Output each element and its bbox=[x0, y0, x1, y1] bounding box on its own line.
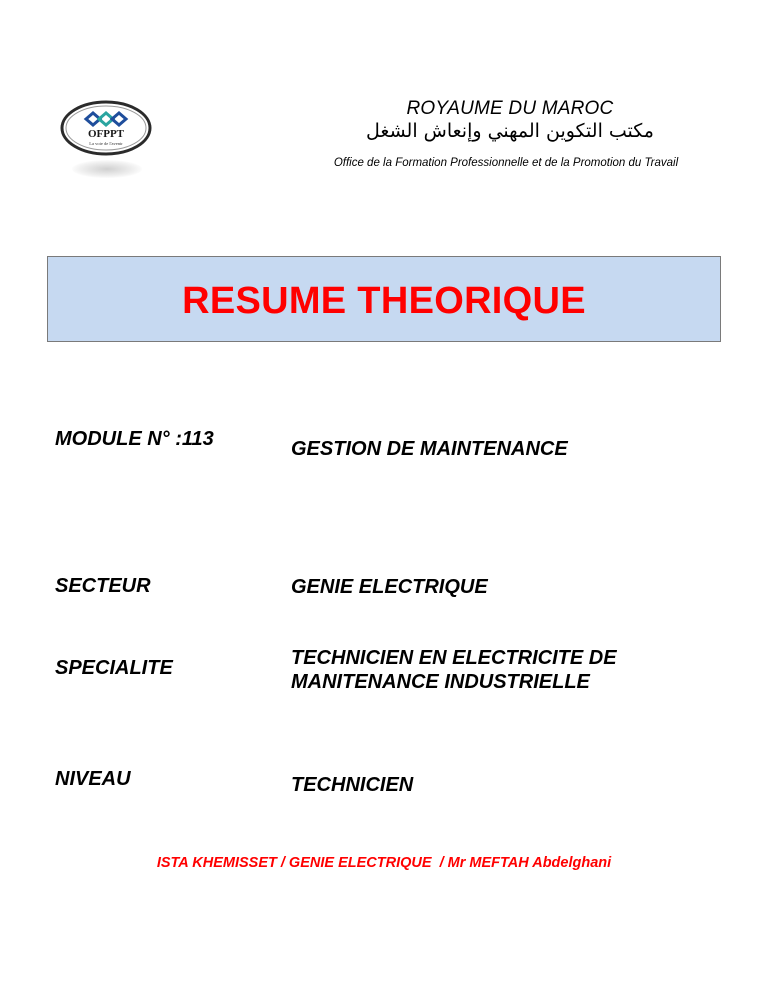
niveau-value: TECHNICIEN bbox=[291, 774, 414, 796]
arabic-office-name: مكتب التكوين المهني وإنعاش الشغل bbox=[366, 120, 654, 142]
ofppt-logo bbox=[60, 100, 152, 156]
office-name: Office de la Formation Professionnelle et de la Promotion du Travail bbox=[333, 157, 679, 169]
kingdom-name: ROYAUME DU MAROC bbox=[406, 98, 614, 119]
footer-author: ISTA KHEMISSET / GENIE ELECTRIQUE / Mr MEFTAH Abdelghani bbox=[156, 855, 612, 871]
specialite-value-line1: TECHNICIEN EN ELECTRICITE DE bbox=[291, 647, 617, 669]
page-title: RESUME THEORIQUE bbox=[182, 279, 586, 322]
module-value: GESTION DE MAINTENANCE bbox=[291, 438, 568, 460]
title-box bbox=[47, 256, 721, 342]
module-label: MODULE N° :113 bbox=[55, 428, 214, 450]
secteur-value: GENIE ELECTRIQUE bbox=[291, 576, 488, 598]
specialite-value bbox=[291, 646, 617, 694]
logo-subtext: La voie de l'avenir bbox=[89, 141, 123, 146]
secteur-label: SECTEUR bbox=[55, 575, 151, 597]
niveau-label: NIVEAU bbox=[55, 768, 131, 790]
logo-text: OFPPT bbox=[87, 128, 125, 140]
specialite-value-line2: MANITENANCE INDUSTRIELLE bbox=[291, 671, 590, 693]
specialite-label: SPECIALITE bbox=[55, 657, 173, 679]
logo-shadow bbox=[72, 160, 142, 178]
